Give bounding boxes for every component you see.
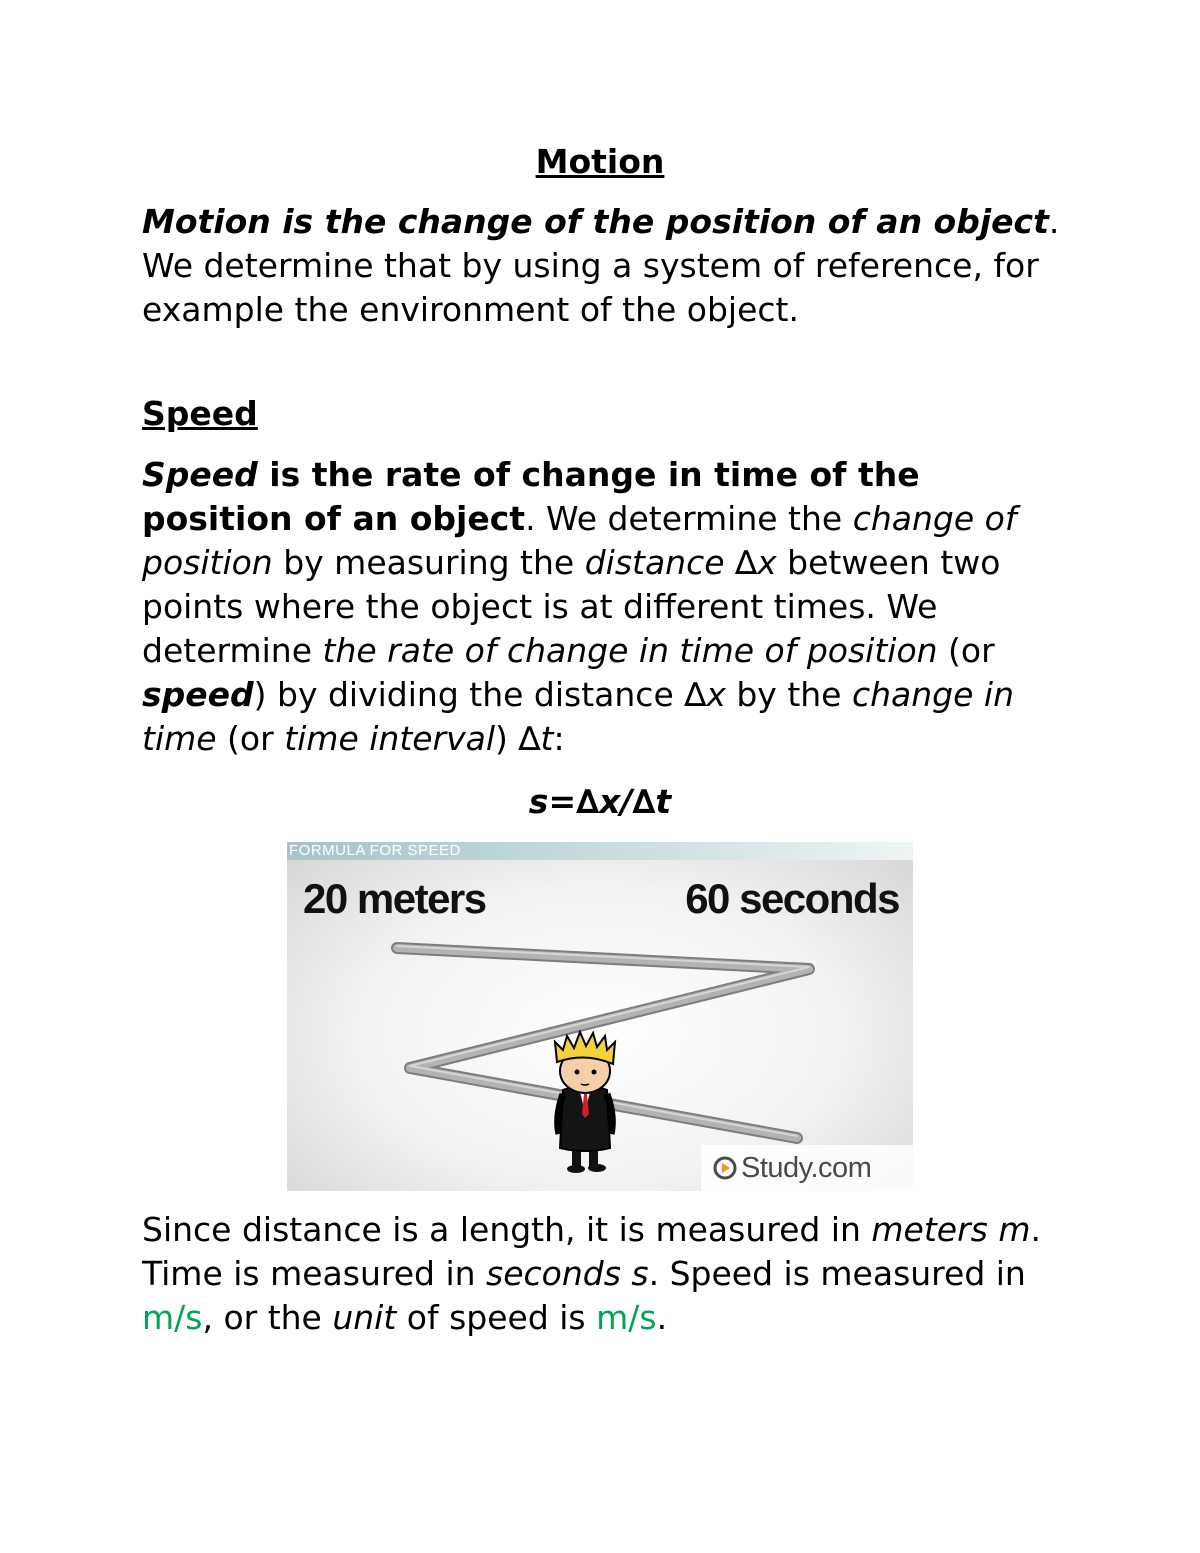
delta-x: ∆x bbox=[684, 675, 726, 714]
motion-period: . bbox=[1048, 202, 1060, 241]
time-interval-term: time interval bbox=[284, 719, 496, 758]
change-in-time-term: change in time bbox=[142, 675, 1014, 758]
units-text-1: Since distance is a length, it is measured in bbox=[142, 1210, 872, 1249]
seconds-term: seconds s bbox=[486, 1254, 649, 1293]
speed-text-8: ) bbox=[495, 719, 519, 758]
rate-of-change-term: the rate of change in time of position bbox=[322, 631, 938, 670]
logo-text: Study.com bbox=[741, 1152, 872, 1184]
figure-header-text: FORMULA FOR SPEED bbox=[289, 842, 461, 859]
speed-text-5: ) by dividing the distance bbox=[253, 675, 685, 714]
speed-term: Speed bbox=[142, 455, 258, 494]
unit-ms-1: m/s bbox=[142, 1298, 203, 1337]
speed-text-4: (or bbox=[937, 631, 995, 670]
meters-term: meters m bbox=[871, 1210, 1031, 1249]
speed-heading: Speed bbox=[142, 394, 258, 433]
speed-formula-figure bbox=[287, 842, 913, 1191]
units-text-4: , or the bbox=[202, 1298, 333, 1337]
speed-colon: : bbox=[553, 719, 565, 758]
units-text-6: . bbox=[656, 1298, 668, 1337]
delta-t: ∆t bbox=[518, 719, 554, 758]
study-com-logo bbox=[701, 1145, 913, 1191]
cartoon-character-icon bbox=[555, 1032, 615, 1173]
speed-definition: is the rate of change in time of the position of an object bbox=[142, 455, 920, 538]
change-of-position-term: change of position bbox=[142, 499, 1017, 582]
distance-term: distance ∆x bbox=[584, 543, 777, 582]
play-circle-icon bbox=[713, 1156, 737, 1180]
units-text-2: . Time is measured in bbox=[142, 1210, 1041, 1293]
speed-text-7: (or bbox=[216, 719, 285, 758]
page-title: Motion bbox=[535, 142, 665, 181]
motion-paragraph bbox=[142, 200, 1062, 332]
motion-definition: Motion is the change of the position of an object bbox=[142, 202, 1049, 241]
speed-formula: s=∆x/∆t bbox=[528, 782, 672, 821]
motion-explanation: We determine that by using a system of reference, for example the environment of the object. bbox=[142, 246, 1039, 329]
speed-word: speed bbox=[142, 675, 254, 714]
units-paragraph bbox=[142, 1208, 1062, 1340]
time-label: 60 seconds bbox=[685, 875, 899, 922]
figure-header-bar bbox=[287, 842, 913, 860]
unit-ms-2: m/s bbox=[596, 1298, 657, 1337]
speed-text-2: by measuring the bbox=[272, 543, 585, 582]
unit-term: unit bbox=[332, 1298, 397, 1337]
speed-paragraph bbox=[142, 453, 1062, 761]
distance-label: 20 meters bbox=[303, 875, 486, 922]
units-text-3: . Speed is measured in bbox=[648, 1254, 1026, 1293]
speed-text-3: between two points where the object is at different times. We determine bbox=[142, 543, 1001, 670]
speed-text-6: by the bbox=[725, 675, 852, 714]
speed-text-1: . We determine the bbox=[525, 499, 853, 538]
units-text-5: of speed is bbox=[396, 1298, 597, 1337]
